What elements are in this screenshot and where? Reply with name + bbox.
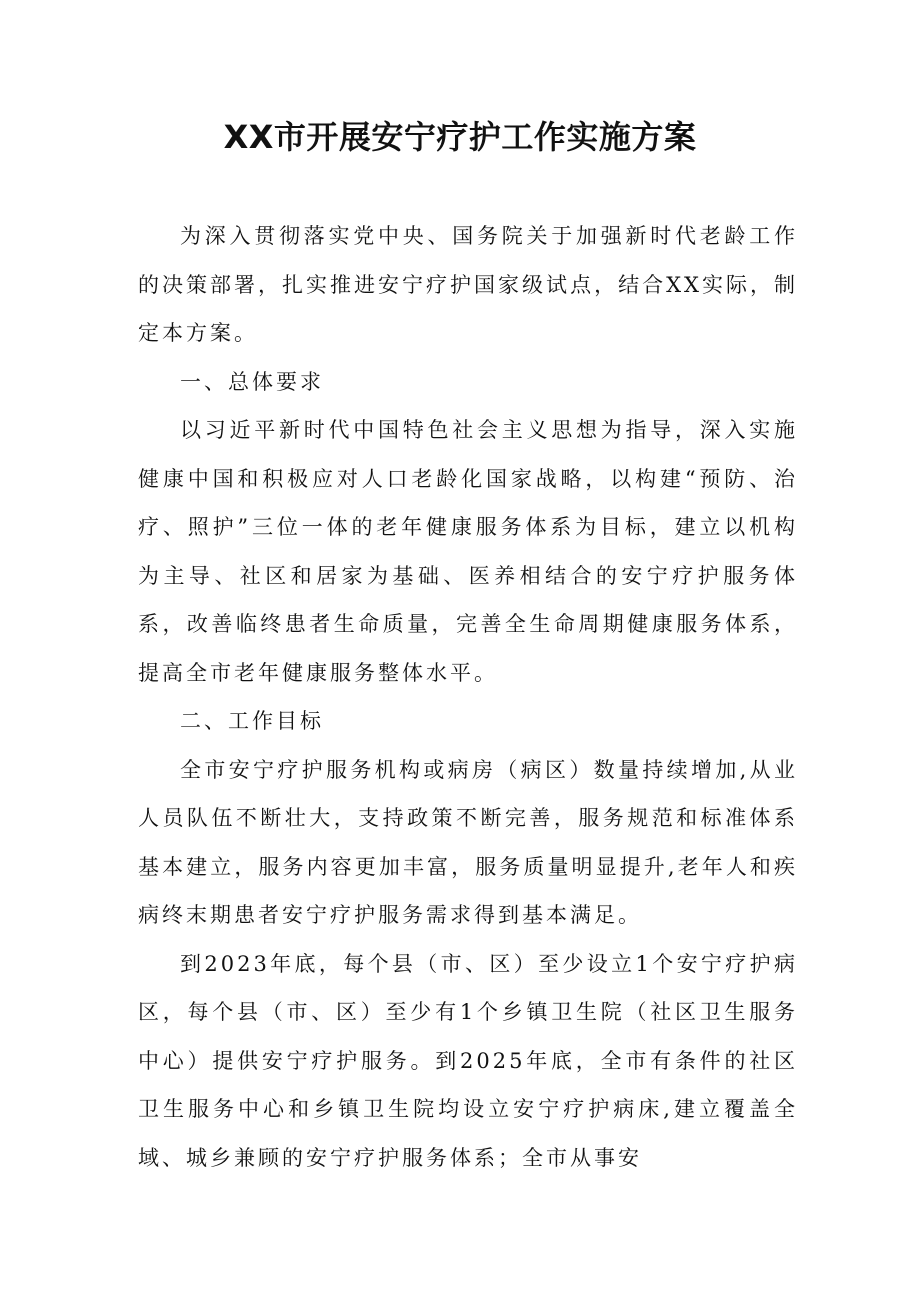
general-requirements-paragraph: 以习近平新时代中国特色社会主义思想为指导，深入实施健康中国和积极应对人口老龄化国家战略，以构建“预防、治疗、照护”三位一体的老年健康服务体系为目标，建立以机构为主导、社区和居家为基础、医养相结合的安宁疗护服务体系，改善临终患者生命质量，完善全生命周期健康服务体系，提高全市老年健康服务整体水平。 (138, 418, 798, 685)
document-title: XX市开展安宁疗护工作实施方案 (223, 118, 697, 156)
section-heading-work-goals: 二、工作目标 (180, 709, 324, 733)
section-heading-general-requirements: 一、总体要求 (180, 369, 324, 394)
targets-paragraph: 到2023年底，每个县（市、区）至少设立1个安宁疗护病区，每个县（市、区）至少有1个乡镇卫生院（社区卫生服务中心）提供安宁疗护服务。到2025年底，全市有条件的社区卫生服务中心和乡镇卫生院均设立安宁疗护病床,建立覆盖全域、城乡兼顾的安宁疗护服务体系；全市从事安 (138, 951, 798, 1170)
document-body (138, 212, 798, 1182)
work-goals-paragraph: 全市安宁疗护服务机构或病房（病区）数量持续增加,从业人员队伍不断壮大，支持政策不断完善，服务规范和标准体系基本建立，服务内容更加丰富，服务质量明显提升,老年人和疾病终末期患者安宁疗护服务需求得到基本满足。 (138, 757, 798, 927)
intro-paragraph: 为深入贯彻落实党中央、国务院关于加强新时代老龄工作的决策部署，扎实推进安宁疗护国家级试点，结合XX实际，制定本方案。 (138, 224, 798, 345)
